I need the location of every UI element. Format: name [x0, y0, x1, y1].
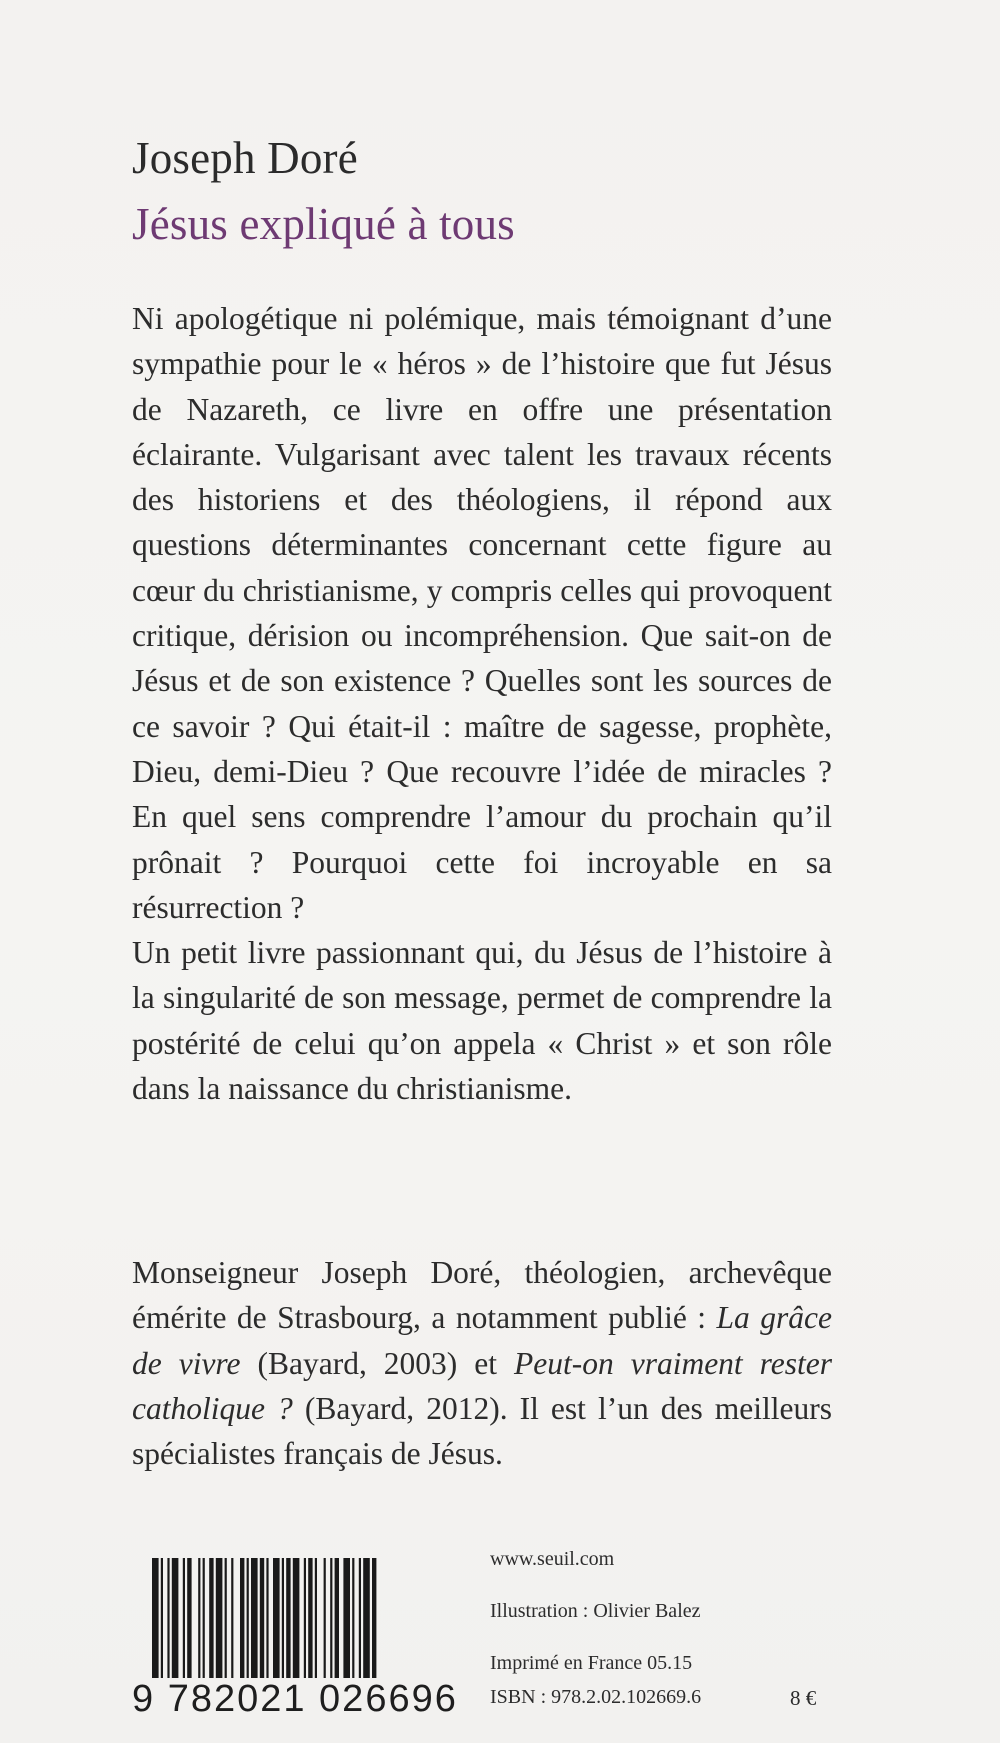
barcode-bar — [240, 1558, 244, 1678]
barcode-bar — [247, 1558, 249, 1678]
barcode-bar — [203, 1558, 205, 1678]
barcode-bar — [266, 1558, 268, 1678]
barcode-bar — [231, 1558, 233, 1678]
barcode-bar — [352, 1558, 354, 1678]
barcode-bar — [260, 1558, 264, 1678]
barcode-bar — [152, 1558, 159, 1678]
bio-text-2: (Bayard, 2003) et — [240, 1345, 515, 1381]
printed-in: Imprimé en France 05.15 — [490, 1652, 693, 1674]
barcode-bar — [167, 1558, 169, 1678]
blurb — [132, 296, 832, 1111]
barcode-bar — [273, 1558, 280, 1678]
bio-book-1: La grâce de vivre — [132, 1300, 832, 1381]
barcode-bar — [330, 1558, 332, 1678]
blurb-paragraph-1: Ni apologétique ni polémique, mais témoignant d’une sympathie pour le « héros » de l’histoire que fut Jésus de Nazareth, ce livre en offre une présentation éclairante. Vulgarisant avec talent les travaux récents des historiens et des théologiens, il répond aux questions déterminantes concernant cette figure au cœur du christianisme, y compris celles qui provoquent critique, dérision ou incompréhension. Que sait-on de Jésus et de son existence ? Quelles sont les sources de ce savoir ? Qui était-il : maître de sagesse, prophète, Dieu, demi-Dieu ? Que recouvre l’idée de miracles ? En quel sens comprendre l’amour du prochain qu’il prônait ? Pourquoi cette foi incroyable en sa résurrection ? — [132, 301, 832, 925]
barcode-bar — [161, 1558, 163, 1678]
barcode-bar — [209, 1558, 213, 1678]
barcode-bar — [335, 1558, 339, 1678]
barcode-bar — [198, 1558, 200, 1678]
bio-text-3: (Bayard, 2012). Il est l’un des meilleurs spécialistes français de Jésus. — [132, 1390, 833, 1472]
author-name: Joseph Doré — [132, 133, 358, 183]
barcode-bar — [187, 1558, 191, 1678]
barcode-bar — [324, 1558, 326, 1678]
barcode-bar — [282, 1558, 284, 1678]
barcode-bar — [225, 1558, 227, 1678]
price: 8 € — [790, 1686, 817, 1710]
illustration-credit: Illustration : Olivier Balez — [490, 1600, 701, 1622]
barcode-bars — [152, 1558, 452, 1678]
barcode-bar — [308, 1558, 312, 1678]
book-title: Jésus expliqué à tous — [132, 199, 515, 249]
barcode-bar — [293, 1558, 300, 1678]
bio-book-2: Peut-on vraiment rester catholique ? — [132, 1345, 832, 1426]
barcode-bar — [363, 1558, 370, 1678]
blurb-paragraph-2: Un petit livre passionnant qui, du Jésus de l’histoire à la singularité de son message, permet de comprendre la postérité de celui qu’on appela « Christ » et son rôle dans la naissance du christianisme. — [132, 935, 832, 1107]
barcode-bar — [359, 1558, 361, 1678]
barcode-digits: 9 782021 026696 — [132, 1678, 458, 1720]
barcode-bar — [172, 1558, 179, 1678]
website: www.seuil.com — [490, 1548, 615, 1570]
barcode — [132, 1548, 468, 1718]
bio-text-1: Monseigneur Joseph Doré, théologien, archevêque émérite de Strasbourg, a notamment publié : — [132, 1255, 832, 1336]
isbn: ISBN : 978.2.02.102669.6 — [490, 1686, 702, 1708]
barcode-bar — [343, 1558, 350, 1678]
barcode-bar — [216, 1558, 223, 1678]
barcode-bar — [183, 1558, 185, 1678]
author-bio — [132, 1250, 832, 1476]
barcode-bar — [251, 1558, 258, 1678]
barcode-bar — [372, 1558, 376, 1678]
barcode-bar — [304, 1558, 306, 1678]
barcode-bar — [286, 1558, 290, 1678]
barcode-bar — [315, 1558, 317, 1678]
